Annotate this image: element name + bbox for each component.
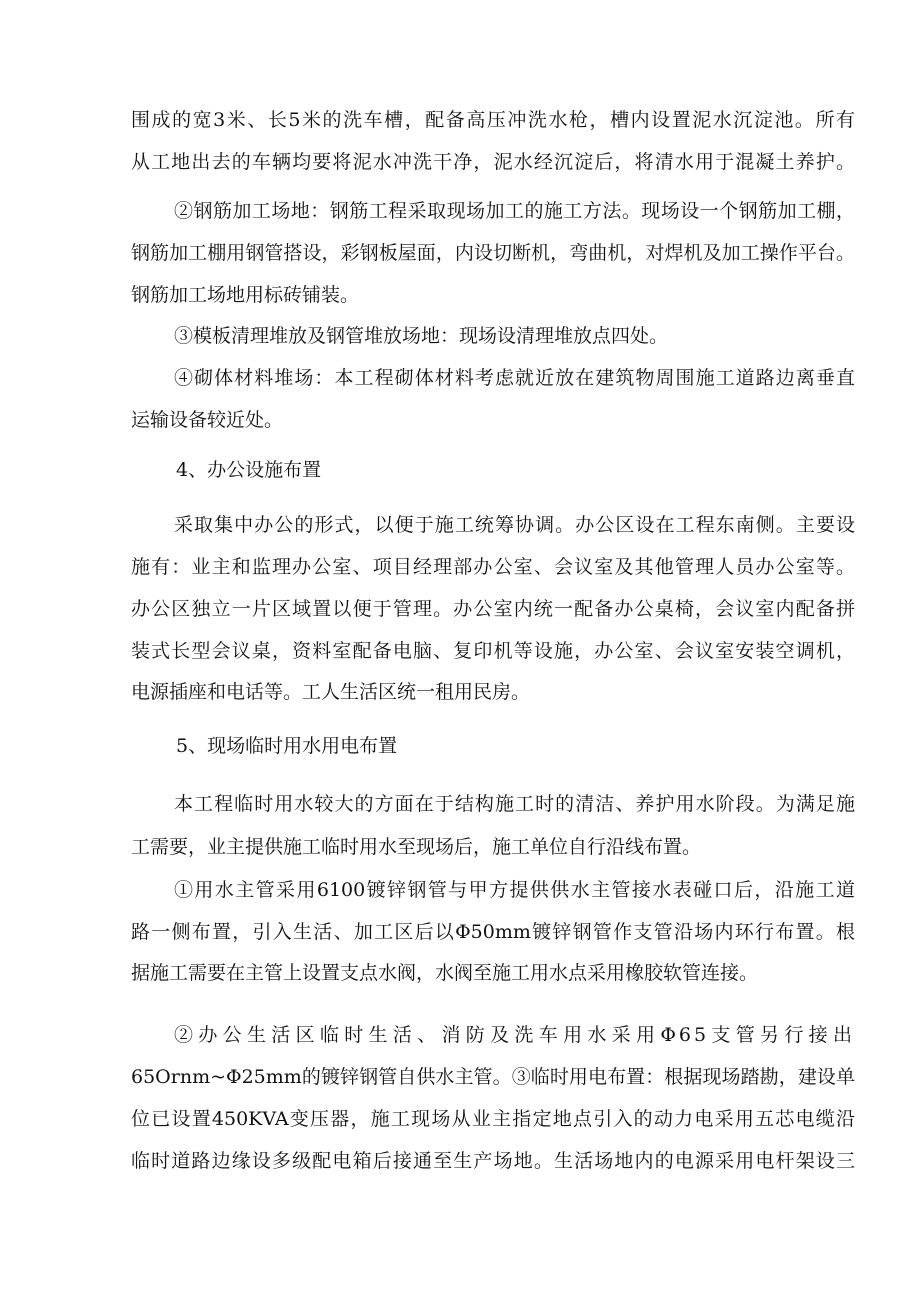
paragraph-line: 工需要，业主提供施工临时用水至现场后，施工单位自行沿线布置。 — [131, 836, 702, 858]
paragraph-line: 采取集中办公的形式，以便于施工统筹协调。办公区设在工程东南侧。主要设 — [174, 514, 855, 536]
section-heading: 4、办公设施布置 — [176, 459, 322, 481]
paragraph-line: 办公区独立一片区域置以便于管理。办公室内统一配备办公桌椅，会议室内配备拼 — [131, 598, 855, 620]
paragraph-line: 钢筋加工棚用钢管搭设，彩钢板屋面，内设切断机，弯曲机，对焊机及加工操作平台。 — [131, 242, 855, 264]
paragraph-line: 临时道路边缘设多级配电箱后接通至生产场地。生活场地内的电源采用电杆架设三 — [131, 1150, 855, 1172]
paragraph-line: 钢筋加工场地用标砖铺装。 — [131, 284, 360, 306]
paragraph-line: ②钢筋加工场地：钢筋工程采取现场加工的施工方法。现场设一个钢筋加工棚， — [174, 200, 855, 222]
paragraph-line: 位已设置450KVA变压器，施工现场从业主指定地点引入的动力电采用五芯电缆沿 — [131, 1108, 855, 1130]
paragraph-line: ②办公生活区临时生活、消防及洗车用水采用Φ65支管另行接出 — [174, 1024, 855, 1046]
paragraph-line: 65Ornm~Φ25mm的镀锌钢管自供水主管。③临时用电布置：根据现场踏勘，建设单 — [131, 1066, 855, 1088]
paragraph-line: ④砌体材料堆场：本工程砌体材料考虑就近放在建筑物周围施工道路边离垂直 — [174, 367, 855, 389]
paragraph-line: 路一侧布置，引入生活、加工区后以Φ50mm镀锌钢管作支管沿场内环行布置。根 — [131, 921, 855, 943]
paragraph-line: ①用水主管采用6100镀锌钢管与甲方提供供水主管接水表碰口后，沿施工道 — [174, 879, 855, 901]
paragraph-line: 电源插座和电话等。工人生活区统一租用民房。 — [131, 681, 531, 703]
paragraph-line: 本工程临时用水较大的方面在于结构施工时的清洁、养护用水阶段。为满足施 — [174, 793, 855, 815]
paragraph-line: 施有：业主和监理办公室、项目经理部办公室、会议室及其他管理人员办公室等。 — [131, 556, 855, 578]
paragraph-line: ③模板清理堆放及钢管堆放场地：现场设清理堆放点四处。 — [174, 325, 669, 347]
paragraph-line: 装式长型会议桌，资料室配备电脑、复印机等设施，办公室、会议室安装空调机， — [131, 640, 855, 662]
section-heading: 5、现场临时用水用电布置 — [176, 735, 398, 757]
paragraph-line: 围成的宽3米、长5米的洗车槽，配备高压冲洗水枪，槽内设置泥水沉淀池。所有 — [131, 109, 855, 131]
paragraph-line: 据施工需要在主管上设置支点水阀，水阀至施工用水点采用橡胶软管连接。 — [131, 962, 759, 984]
paragraph-line: 从工地出去的车辆均要将泥水冲洗干净，泥水经沉淀后，将清水用于混凝土养护。 — [131, 151, 855, 173]
paragraph-line: 运输设备较近处。 — [131, 409, 284, 431]
